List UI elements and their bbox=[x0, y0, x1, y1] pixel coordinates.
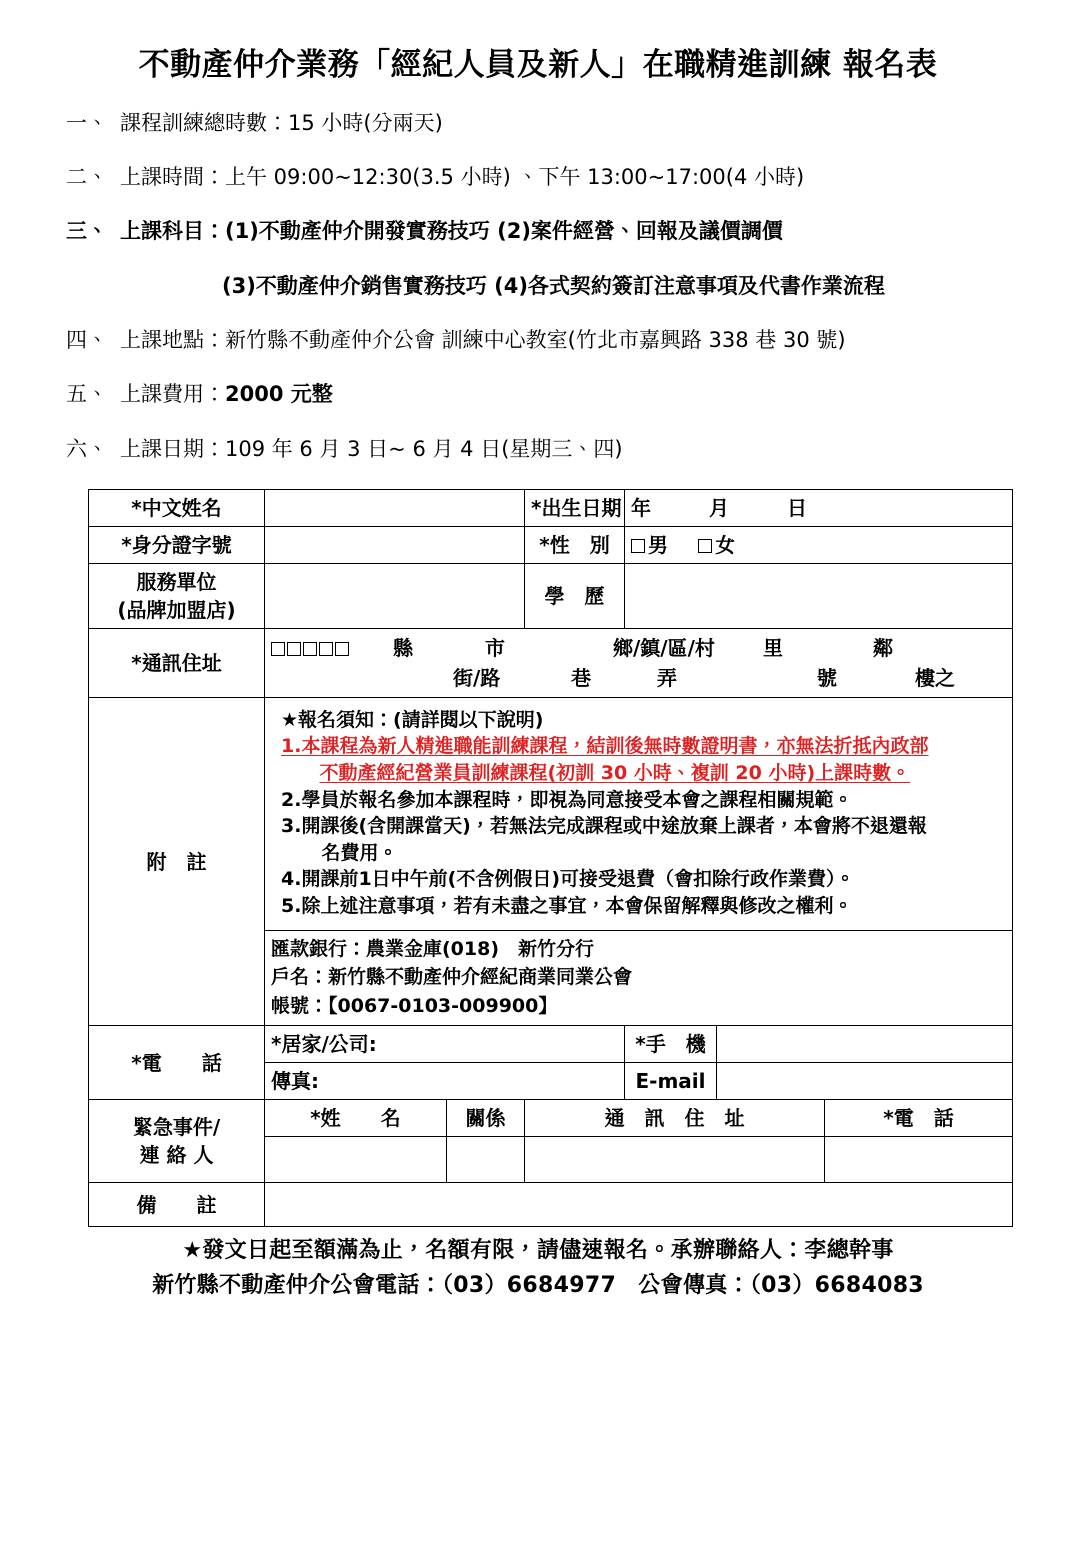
emergency-contact-label-line2: 連 絡 人 bbox=[139, 1143, 214, 1168]
gender-female-label: 女 bbox=[715, 533, 736, 558]
postal-code-boxes[interactable] bbox=[271, 633, 351, 663]
emergency-relation-input[interactable] bbox=[447, 1137, 525, 1183]
note-text: 開課前1日中午前(不含例假日)可接受退費（會扣除行政作業費）。 bbox=[301, 868, 855, 891]
info-number: 四、 bbox=[66, 328, 108, 353]
emergency-contact-label bbox=[89, 1100, 265, 1183]
info-text: 上課地點：新竹縣不動產仲介公會 訓練中心教室(竹北市嘉興路 338 巷 30 號) bbox=[120, 328, 846, 353]
dob-day-label: 日 bbox=[787, 496, 810, 521]
bank-name-line: 匯款銀行：農業金庫(018) 新竹分行 bbox=[271, 937, 595, 960]
info-row-2 bbox=[66, 163, 1048, 191]
note-number: 1. bbox=[281, 735, 302, 758]
registration-form-page bbox=[0, 46, 1076, 1568]
note-text-line2: 不動產經紀營業員訓練課程(初訓 30 小時、複訓 20 小時)上課時數。 bbox=[319, 761, 911, 784]
dob-year-label: 年 bbox=[631, 496, 654, 521]
note-item-2 bbox=[281, 787, 998, 814]
note-text bbox=[301, 733, 998, 786]
address-street-label: 街/路 bbox=[453, 666, 501, 691]
checkbox-icon[interactable] bbox=[698, 539, 712, 553]
organization-label bbox=[89, 564, 265, 629]
name-input[interactable] bbox=[265, 490, 525, 527]
id-number-label: *身分證字號 bbox=[89, 527, 265, 564]
address-floor-label: 樓之 bbox=[915, 666, 955, 691]
emergency-phone-header: *電 話 bbox=[825, 1100, 1013, 1137]
gender-male-option[interactable] bbox=[631, 531, 668, 559]
address-neighborhood-label: 鄰 bbox=[873, 636, 893, 661]
postal-digit-box-icon[interactable] bbox=[271, 642, 285, 656]
organization-input[interactable] bbox=[265, 564, 525, 629]
address-lane-label: 巷 bbox=[571, 666, 591, 691]
gender-options bbox=[625, 527, 1013, 564]
info-text-subjects-line2: (3)不動產仲介銷售實務技巧 (4)各式契約簽訂注意事項及代書作業流程 bbox=[222, 273, 885, 298]
telephone-label: *電 話 bbox=[89, 1026, 265, 1100]
note-text-line2: 名費用。 bbox=[321, 841, 398, 864]
postal-digit-box-icon[interactable] bbox=[335, 642, 349, 656]
table-row-id bbox=[89, 527, 1013, 564]
course-info-list bbox=[0, 109, 1076, 463]
info-text: 上課日期：109 年 6 月 3 日~ 6 月 4 日(星期三、四) bbox=[120, 436, 623, 461]
bank-account-name-line: 戶名：新竹縣不動產仲介經紀商業同業公會 bbox=[271, 966, 633, 989]
address-city-label: 市 bbox=[485, 636, 505, 661]
fee-amount: 2000 元整 bbox=[225, 382, 333, 407]
notes-label: 附 註 bbox=[89, 698, 265, 1026]
dob-month-label: 月 bbox=[709, 496, 732, 521]
note-text: 除上述注意事項，若有未盡之事宜，本會保留解釋與修改之權利。 bbox=[301, 894, 853, 917]
note-number: 2. bbox=[281, 788, 302, 811]
fee-label: 上課費用： bbox=[120, 382, 225, 407]
checkbox-icon[interactable] bbox=[631, 539, 645, 553]
gender-female-option[interactable] bbox=[698, 531, 735, 559]
footer-notice-line: ★發文日起至額滿為止，名額有限，請儘速報名。承辦聯絡人：李總幹事 bbox=[182, 1238, 894, 1264]
address-alley-label: 弄 bbox=[657, 666, 677, 691]
name-label: *中文姓名 bbox=[89, 490, 265, 527]
postal-digit-box-icon[interactable] bbox=[303, 642, 317, 656]
note-text-line1: 開課後(含開課當天)，若無法完成課程或中途放棄上課者，本會將不退還報 bbox=[301, 815, 927, 838]
info-text: 課程訓練總時數：15 小時(分兩天) bbox=[120, 110, 443, 135]
info-row-5 bbox=[66, 380, 1048, 408]
note-number: 3. bbox=[281, 815, 302, 838]
note-text-line1: 本課程為新人精進職能訓練課程，結訓後無時數證明書，亦無法折抵內政部 bbox=[301, 735, 929, 758]
bank-account-number-line: 帳號：【0067-0103-009900】 bbox=[271, 995, 558, 1018]
remark-label: 備 註 bbox=[89, 1183, 265, 1227]
address-village-label: 里 bbox=[763, 636, 783, 661]
email-label: E-mail bbox=[625, 1063, 717, 1100]
emergency-name-header: *姓 名 bbox=[265, 1100, 447, 1137]
footer bbox=[0, 1233, 1076, 1303]
remark-input[interactable] bbox=[265, 1183, 1013, 1227]
footer-contact-line: 新竹縣不動產仲介公會電話：（03）6684977 公會傳真：（03）6684083 bbox=[152, 1273, 924, 1299]
info-number: 三、 bbox=[66, 219, 108, 244]
emergency-relation-header: 關係 bbox=[447, 1100, 525, 1137]
table-row-name bbox=[89, 490, 1013, 527]
postal-digit-box-icon[interactable] bbox=[319, 642, 333, 656]
dob-input[interactable] bbox=[625, 490, 1013, 527]
info-number: 一、 bbox=[66, 110, 108, 135]
emergency-contact-label-line1: 緊急事件/ bbox=[132, 1115, 221, 1140]
registration-form-table bbox=[88, 489, 1013, 1227]
table-row-address bbox=[89, 629, 1013, 698]
page-title: 不動產仲介業務「經紀人員及新人」在職精進訓練 報名表 bbox=[138, 47, 938, 83]
mobile-phone-input[interactable] bbox=[717, 1026, 1013, 1063]
address-line-2 bbox=[271, 663, 1006, 693]
info-number: 五、 bbox=[66, 382, 108, 407]
note-text: 學員於報名參加本課程時，即視為同意接受本會之課程相關規範。 bbox=[301, 788, 853, 811]
table-row-notes bbox=[89, 698, 1013, 930]
gender-label: *性 別 bbox=[525, 527, 625, 564]
organization-label-line2: (品牌加盟店) bbox=[117, 598, 236, 623]
info-row-6 bbox=[66, 435, 1048, 463]
home-phone-label: *居家/公司: bbox=[271, 1032, 377, 1057]
emergency-address-header: 通 訊 住 址 bbox=[525, 1100, 825, 1137]
info-row-4 bbox=[66, 326, 1048, 354]
note-text bbox=[301, 813, 998, 866]
info-row-3 bbox=[66, 217, 1048, 245]
notes-title: ★報名須知：(請詳閱以下說明) bbox=[281, 709, 544, 732]
info-number: 二、 bbox=[66, 165, 108, 190]
organization-label-line1: 服務單位 bbox=[136, 570, 217, 595]
notes-content bbox=[265, 698, 1013, 930]
home-phone-input[interactable] bbox=[265, 1026, 625, 1063]
gender-male-label: 男 bbox=[648, 533, 669, 558]
emergency-phone-input[interactable] bbox=[825, 1137, 1013, 1183]
education-input[interactable] bbox=[625, 564, 1013, 629]
note-item-5 bbox=[281, 893, 998, 920]
note-item-1 bbox=[281, 733, 998, 786]
info-text bbox=[120, 380, 1048, 408]
table-row-remark bbox=[89, 1183, 1013, 1227]
emergency-address-input[interactable] bbox=[525, 1137, 825, 1183]
note-number: 4. bbox=[281, 868, 302, 891]
note-item-4 bbox=[281, 866, 998, 893]
address-label: *通訊住址 bbox=[89, 629, 265, 698]
note-number: 5. bbox=[281, 894, 302, 917]
fax-label: 傳真: bbox=[271, 1069, 319, 1094]
address-input[interactable] bbox=[265, 629, 1013, 698]
info-row-1 bbox=[66, 109, 1048, 137]
bank-info-content bbox=[265, 930, 1013, 1026]
table-row-organization bbox=[89, 564, 1013, 629]
fax-input[interactable] bbox=[265, 1063, 625, 1100]
emergency-name-input[interactable] bbox=[265, 1137, 447, 1183]
info-text: 上課科目：(1)不動產仲介開發實務技巧 (2)案件經營、回報及議價調價 bbox=[120, 219, 783, 244]
table-row-telephone bbox=[89, 1026, 1013, 1063]
postal-digit-box-icon[interactable] bbox=[287, 642, 301, 656]
address-line-1 bbox=[271, 633, 1006, 663]
education-label: 學 歷 bbox=[525, 564, 625, 629]
address-number-label: 號 bbox=[817, 666, 837, 691]
note-item-3 bbox=[281, 813, 998, 866]
table-row-emergency-headers bbox=[89, 1100, 1013, 1137]
info-text: 上課時間：上午 09:00~12:30(3.5 小時) 、下午 13:00~17:00(4 小時) bbox=[120, 165, 805, 190]
info-number: 六、 bbox=[66, 436, 108, 461]
address-district-label: 鄉/鎮/區/村 bbox=[613, 636, 715, 661]
mobile-phone-label: *手 機 bbox=[625, 1026, 717, 1063]
dob-label: *出生日期 bbox=[525, 490, 625, 527]
address-county-label: 縣 bbox=[393, 636, 413, 661]
email-input[interactable] bbox=[717, 1063, 1013, 1100]
id-number-input[interactable] bbox=[265, 527, 525, 564]
